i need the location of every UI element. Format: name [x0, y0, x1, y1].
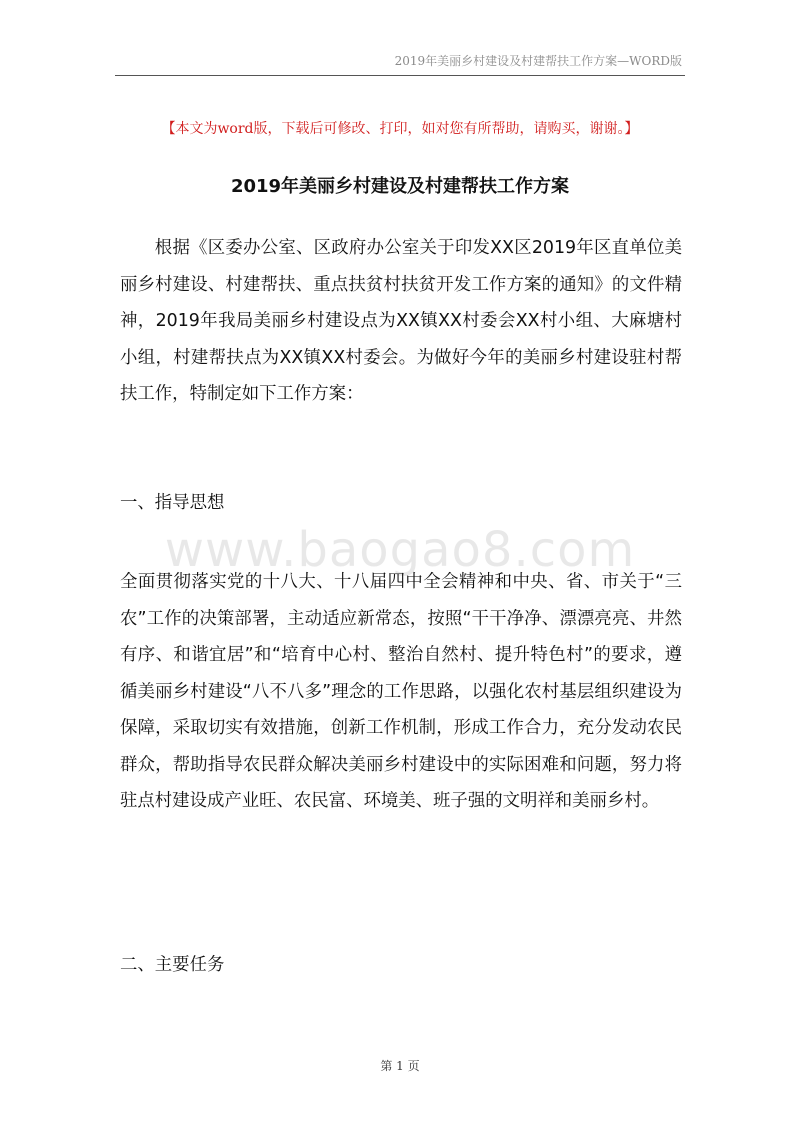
running-header: 2019年美丽乡村建设及村建帮扶工作方案—WORD版 [394, 54, 682, 68]
page-number: 第 1 页 [380, 1059, 420, 1073]
section-heading-main-tasks: 二、主要任务 [120, 955, 225, 975]
intro-paragraph: 根据《区委办公室、区政府办公室关于印发XX区2019年区直单位美丽乡村建设、村建帮扶、重点扶贫村扶贫开发工作方案的通知》的文件精神，2019年我局美丽乡村建设点为XX镇XX村委会XX村小组、大麻塘村小组，村建帮扶点为XX镇XX村委会。为做好今年的美丽乡村建设驻村帮扶工作，特制定如下工作方案： [120, 238, 682, 404]
watermark: www.baogao8.com [164, 522, 636, 578]
document-title: 2019年美丽乡村建设及村建帮扶工作方案 [230, 176, 570, 197]
guiding-ideology-paragraph: 全面贯彻落实党的十八大、十八届四中全会精神和中央、省、市关于“三农”工作的决策部署，主动适应新常态，按照“干干净净、漂漂亮亮、井然有序、和谐宜居”和“培育中心村、整治自然村、提升特色村”的要求，遵循美丽乡村建设“八不八多”理念的工作思路，以强化农村基层组织建设为保障，采取切实有效措施，创新工作机制，形成工作合力，充分发动农民群众，帮助指导农民群众解决美丽乡村建设中的实际困难和问题，努力将驻点村建设成产业旺、农民富、环境美、班子强的文明祥和美丽乡村。 [120, 572, 682, 811]
header-divider [115, 75, 685, 76]
download-notice: 【本文为word版，下载后可修改、打印，如对您有所帮助，请购买，谢谢。】 [161, 121, 639, 137]
section-heading-guiding-ideology: 一、指导思想 [120, 493, 225, 513]
